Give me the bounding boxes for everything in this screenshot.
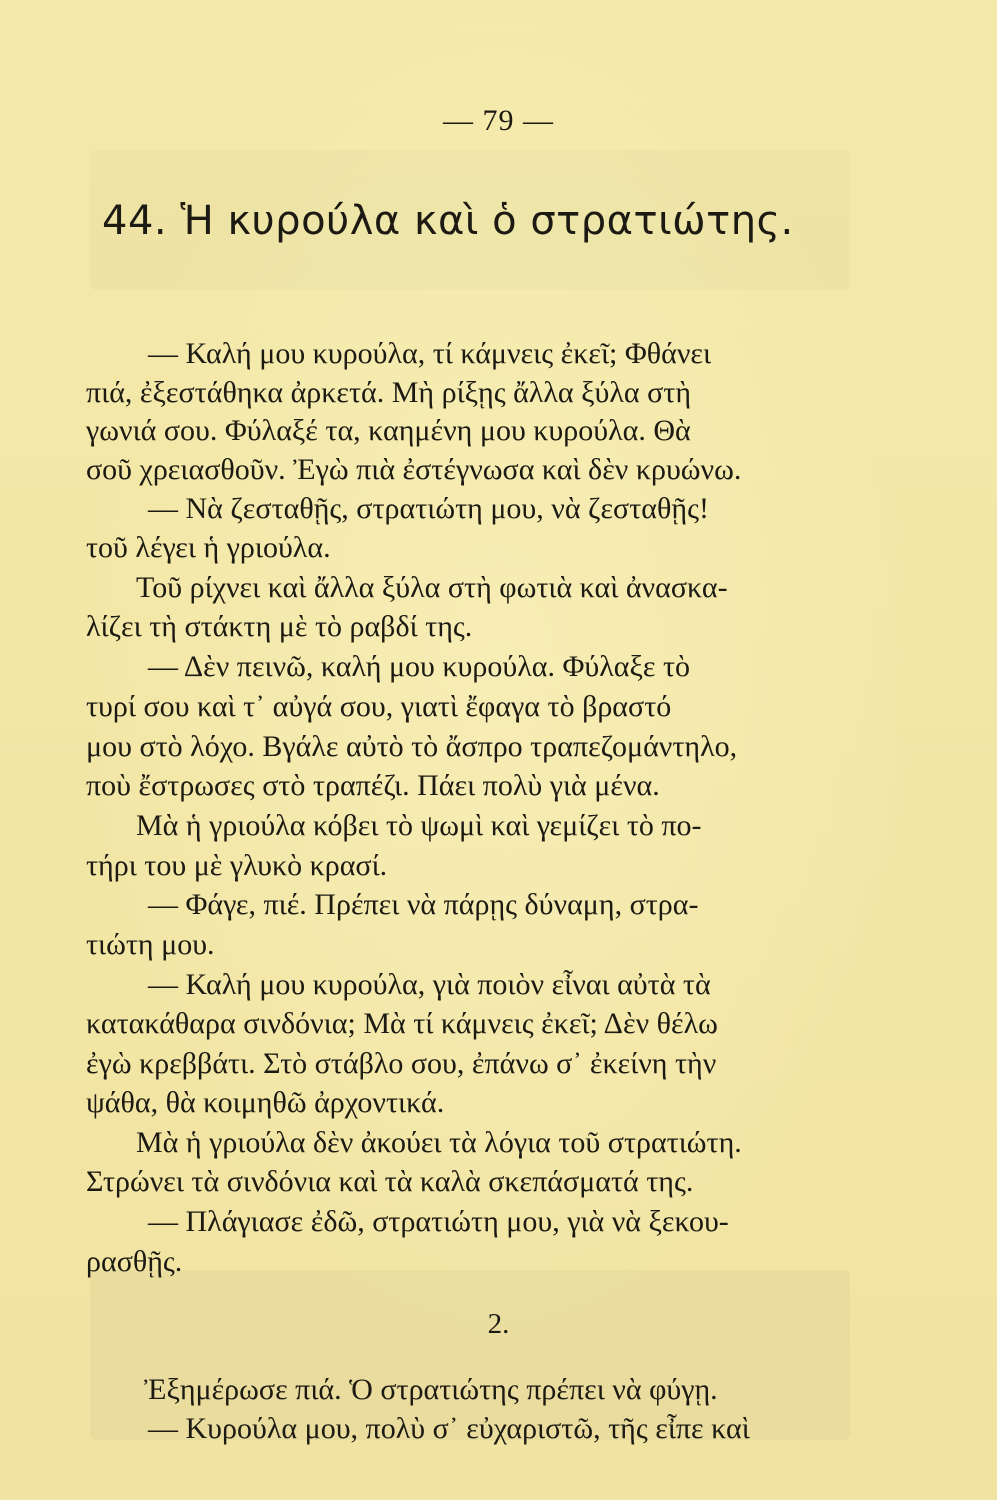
body-line: τοῦ λέγει ἡ γριούλα. — [86, 531, 331, 564]
body-line: — Καλή μου κυρούλα, γιὰ ποιὸν εἶναι αὐτὰ τὰ — [148, 968, 711, 1001]
body-line: τήρι του μὲ γλυκὸ κρασί. — [86, 849, 388, 882]
body-line: κατακάθαρα σινδόνια; Μὰ τί κάμνεις ἐκεῖ; Δὲν θέλω — [86, 1007, 718, 1040]
body-line: — Καλή μου κυρούλα, τί κάμνεις ἐκεῖ; Φθάνει — [148, 337, 712, 370]
body-line: τυρί σου καὶ τ᾿ αὐγά σου, γιατὶ ἔφαγα τὸ βραστό — [86, 690, 672, 723]
body-line: Ἐξημέρωσε πιά. Ὁ στρατιώτης πρέπει νὰ φύγῃ. — [144, 1373, 718, 1406]
body-line: τιώτη μου. — [86, 928, 215, 961]
body-line: — Δὲν πεινῶ, καλή μου κυρούλα. Φύλαξε τὸ — [148, 650, 691, 683]
chapter-title: 44. Ἡ κυρούλα καὶ ὁ στρατιώτης. — [102, 198, 794, 244]
body-line: ποὺ ἔστρωσες στὸ τραπέζι. Πάει πολὺ γιὰ μένα. — [86, 769, 660, 802]
body-line: μου στὸ λόχο. Βγάλε αὐτὸ τὸ ἄσπρο τραπεζομάντηλο, — [86, 730, 738, 763]
body-line: Μὰ ἡ γριούλα κόβει τὸ ψωμὶ καὶ γεμίζει τὸ πο- — [136, 809, 702, 842]
body-line: γωνιά σου. Φύλαξέ τα, καημένη μου κυρούλα. Θὰ — [86, 414, 691, 447]
body-line: Τοῦ ρίχνει καὶ ἄλλα ξύλα στὴ φωτιὰ καὶ ἀνασκα- — [136, 571, 728, 604]
body-line: — Πλάγιασε ἐδῶ, στρατιώτη μου, γιὰ νὰ ξεκου- — [148, 1205, 729, 1238]
body-line: σοῦ χρειασθοῦν. Ἐγὼ πιὰ ἐστέγνωσα καὶ δὲν κρυώνω. — [86, 453, 742, 486]
body-line: πιά, ἐξεστάθηκα ἀρκετά. Μὴ ρίξῃς ἄλλα ξύλα στὴ — [86, 376, 692, 409]
body-line: — Κυρούλα μου, πολὺ σ᾿ εὐχαριστῶ, τῆς εἶπε καὶ — [148, 1412, 750, 1445]
body-line: ἐγὼ κρεββάτι. Στὸ στάβλο σου, ἐπάνω σ᾿ ἐκείνη τὴν — [86, 1047, 717, 1080]
body-line: Στρώνει τὰ σινδόνια καὶ τὰ καλὰ σκεπάσματά της. — [86, 1165, 694, 1198]
section-number: 2. — [487, 1308, 510, 1340]
body-line: — Φάγε, πιέ. Πρέπει νὰ πάρῃς δύναμη, στρα- — [148, 888, 699, 921]
body-line: ρασθῇς. — [86, 1245, 183, 1278]
body-line: ψάθα, θὰ κοιμηθῶ ἀρχοντικά. — [86, 1086, 445, 1119]
body-line: — Νὰ ζεσταθῇς, στρατιώτη μου, νὰ ζεσταθῇς! — [148, 492, 709, 525]
body-line: Μὰ ἡ γριούλα δὲν ἀκούει τὰ λόγια τοῦ στρατιώτη. — [136, 1126, 742, 1159]
body-line: λίζει τὴ στάκτη μὲ τὸ ραβδί της. — [86, 610, 473, 643]
page-number: — 79 — — [443, 104, 554, 137]
